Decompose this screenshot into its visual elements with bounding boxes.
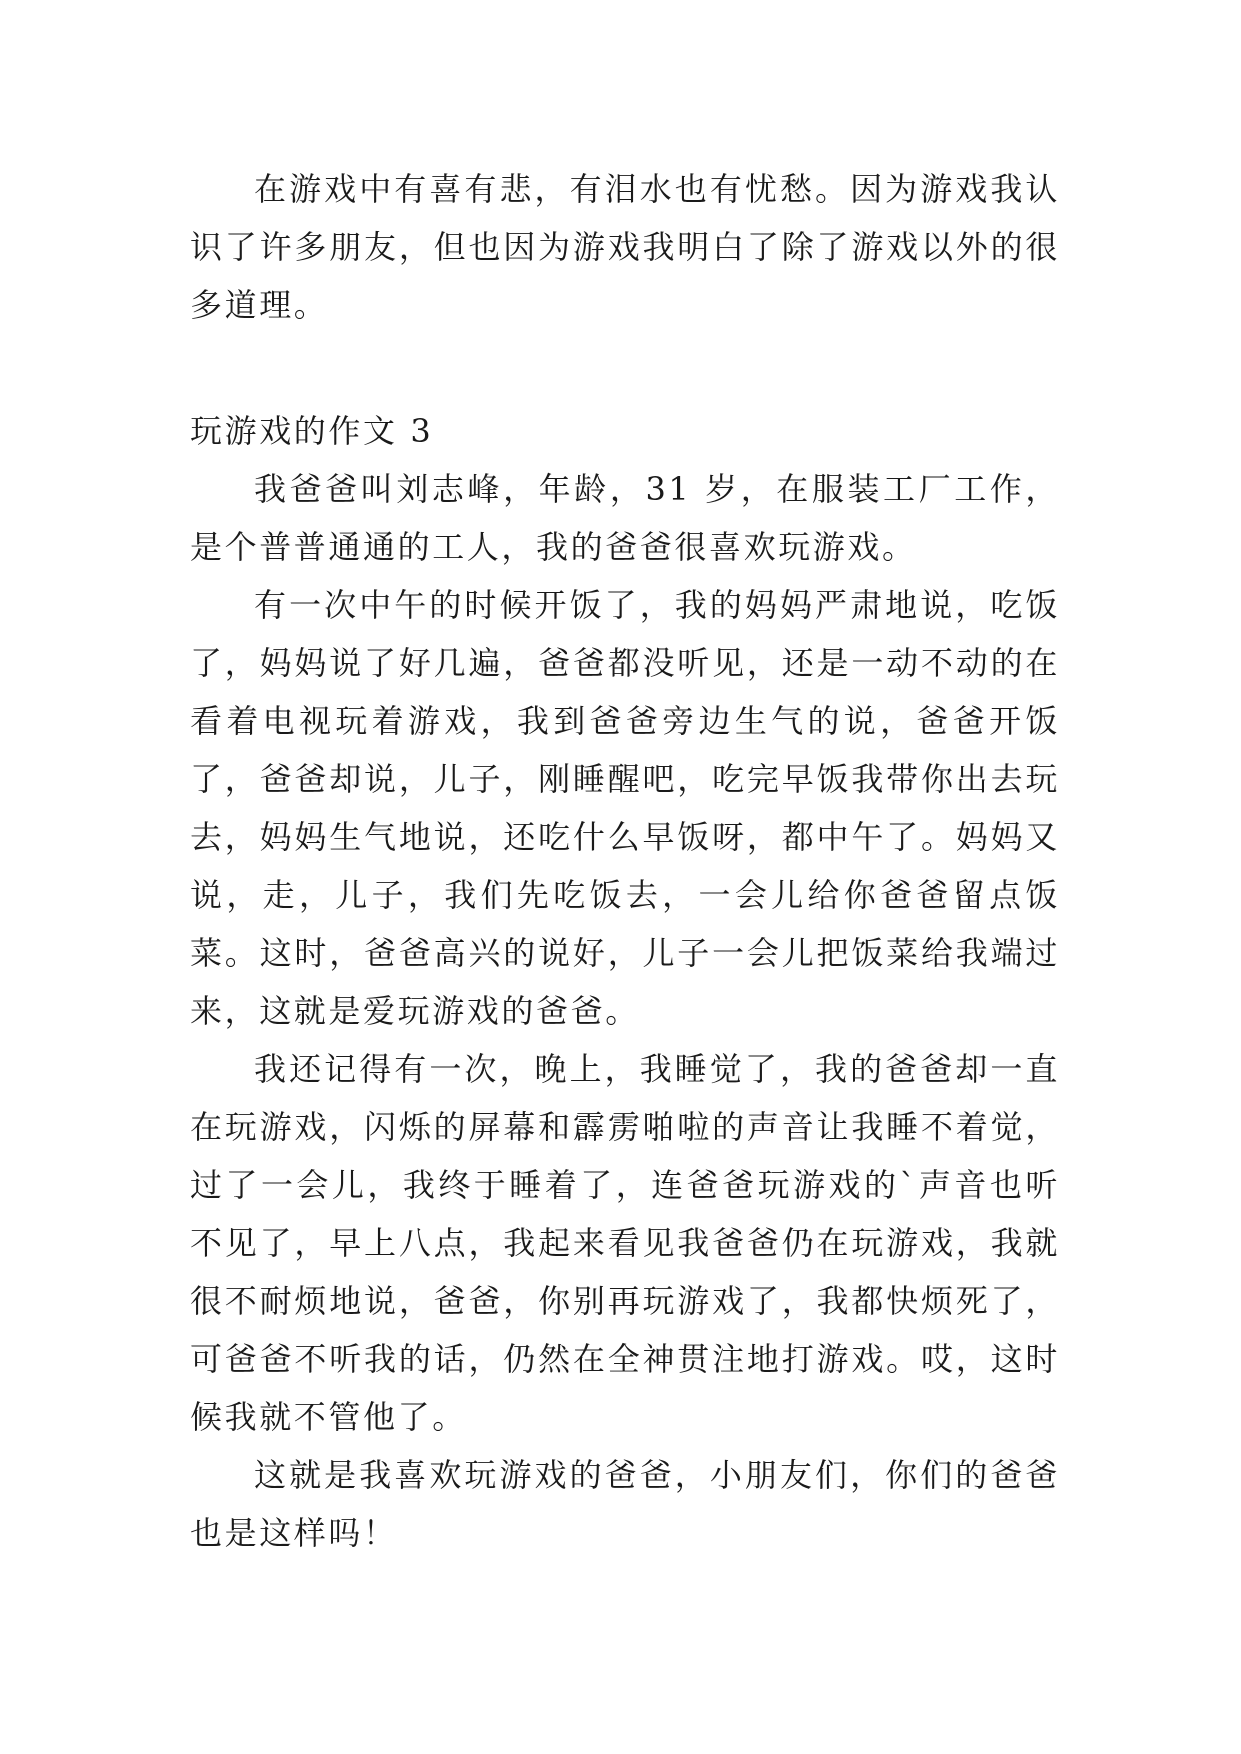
document-body [190, 160, 1060, 1562]
paragraph-2: 有一次中午的时候开饭了，我的妈妈严肃地说，吃饭了，妈妈说了好几遍，爸爸都没听见，还是一动不动的在看着电视玩着游戏，我到爸爸旁边生气的说，爸爸开饭了，爸爸却说，儿子，刚睡醒吧，吃完早饭我带你出去玩去，妈妈生气地说，还吃什么早饭呀，都中午了。妈妈又说，走，儿子，我们先吃饭去，一会儿给你爸爸留点饭菜。这时，爸爸高兴的说好，儿子一会儿把饭菜给我端过来，这就是爱玩游戏的爸爸。 [190, 586, 1060, 1030]
paragraph-4: 这就是我喜欢玩游戏的爸爸，小朋友们，你们的爸爸也是这样吗！ [190, 1456, 1060, 1552]
paragraph-1: 我爸爸叫刘志峰，年龄，31 岁，在服装工厂工作，是个普普通通的工人，我的爸爸很喜欢玩游戏。 [190, 470, 1060, 566]
section-spacer [190, 334, 1060, 402]
intro-paragraph: 在游戏中有喜有悲，有泪水也有忧愁。因为游戏我认识了许多朋友，但也因为游戏我明白了除了游戏以外的很多道理。 [190, 170, 1060, 324]
paragraph-3: 我还记得有一次，晚上，我睡觉了，我的爸爸却一直在玩游戏，闪烁的屏幕和霹雳啪啦的声音让我睡不着觉，过了一会儿，我终于睡着了，连爸爸玩游戏的`声音也听不见了，早上八点，我起来看见我爸爸仍在玩游戏，我就很不耐烦地说，爸爸，你别再玩游戏了，我都快烦死了，可爸爸不听我的话，仍然在全神贯注地打游戏。哎，这时候我就不管他了。 [190, 1050, 1060, 1436]
section-title: 玩游戏的作文 3 [190, 412, 434, 450]
